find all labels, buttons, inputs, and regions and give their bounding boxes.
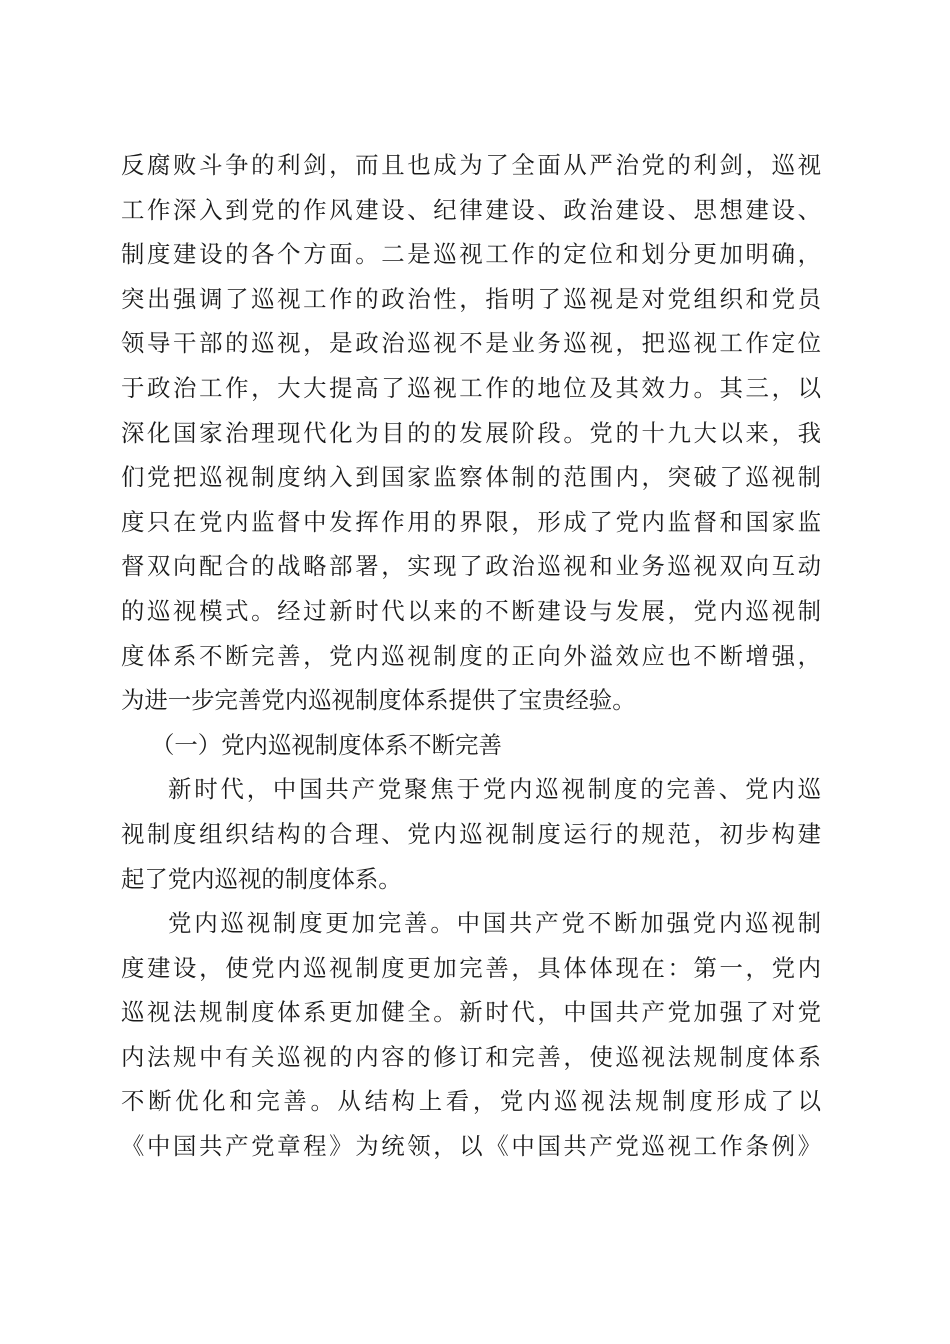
text-line: 深化国家治理现代化为目的的发展阶段。党的十九大以来，我 [121,418,821,447]
text-line: 新时代，中国共产党聚焦于党内巡视制度的完善、党内巡 [168,775,821,804]
text-line: 工作深入到党的作风建设、纪律建设、政治建设、思想建设、 [121,195,821,224]
text-line: 为进一步完善党内巡视制度体系提供了宝贵经验。 [121,686,636,715]
section-heading: （一）党内巡视制度体系不断完善 [151,730,502,759]
text-line: 起了党内巡视的制度体系。 [121,864,402,893]
text-line: 视制度组织结构的合理、党内巡视制度运行的规范，初步构建 [121,819,821,848]
text-line: 党内巡视制度更加完善。中国共产党不断加强党内巡视制 [168,909,821,938]
text-line: 反腐败斗争的利剑，而且也成为了全面从严治党的利剑，巡视 [121,151,821,179]
text-line: 度只在党内监督中发挥作用的界限，形成了党内监督和国家监 [121,507,821,536]
text-line: 不断优化和完善。从结构上看，党内巡视法规制度形成了以 [121,1087,821,1116]
text-line: 内法规中有关巡视的内容的修订和完善，使巡视法规制度体系 [121,1042,821,1071]
body-text [121,143,821,1169]
text-line: 制度建设的各个方面。二是巡视工作的定位和划分更加明确， [121,240,821,269]
text-line: 度建设，使党内巡视制度更加完善，具体体现在：第一，党内 [121,953,821,982]
text-line: 突出强调了巡视工作的政治性，指明了巡视是对党组织和党员 [121,284,821,313]
text-line: 的巡视模式。经过新时代以来的不断建设与发展，党内巡视制 [121,596,821,625]
text-line: 《中国共产党章程》为统领，以《中国共产党巡视工作条例》 [121,1132,821,1161]
text-line: 于政治工作，大大提高了巡视工作的地位及其效力。其三，以 [121,373,821,402]
text-line: 度体系不断完善，党内巡视制度的正向外溢效应也不断增强， [121,641,821,670]
text-line: 领导干部的巡视，是政治巡视不是业务巡视，把巡视工作定位 [121,329,821,358]
text-line: 们党把巡视制度纳入到国家监察体制的范围内，突破了巡视制 [121,463,821,492]
text-line: 督双向配合的战略部署，实现了政治巡视和业务巡视双向互动 [121,552,821,581]
text-line: 巡视法规制度体系更加健全。新时代，中国共产党加强了对党 [121,998,821,1027]
